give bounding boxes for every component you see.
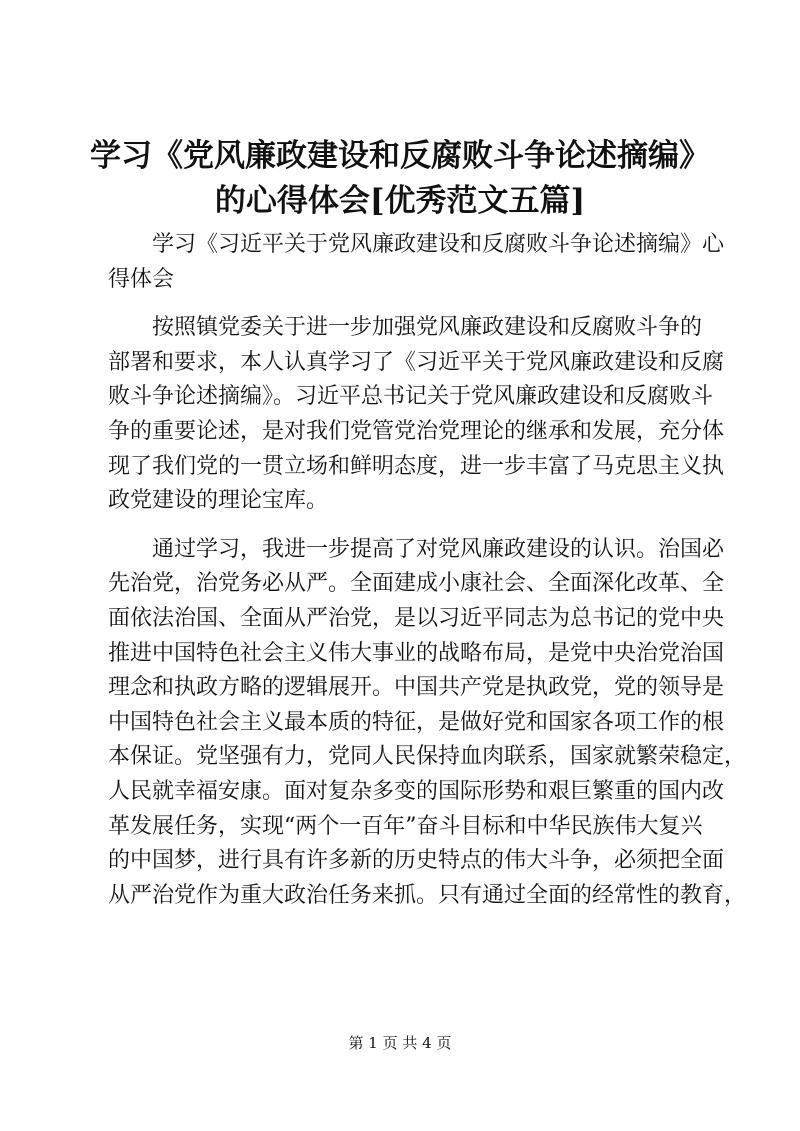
text-line: 得体会 xyxy=(108,266,175,292)
paragraph-understanding xyxy=(108,533,747,914)
text-line: 按照镇党委关于进一步加强党风廉政建设和反腐败斗争的 xyxy=(152,315,703,341)
text-line: 中国特色社会主义最本质的特征，是做好党和国家各项工作的根 xyxy=(108,709,725,735)
text-line: 的中国梦，进行具有许多新的历史特点的伟大斗争，必须把全面 xyxy=(108,848,725,874)
title-line: 的心得体会[优秀范文五篇] xyxy=(214,183,586,219)
text-line: 学习《习近平关于党风廉政建设和反腐败斗争论述摘编》心 xyxy=(152,232,725,257)
text-line: 先治党，治党务必从严。全面建成小康社会、全面深化改革、全 xyxy=(108,571,725,597)
text-line: 政党建设的理论宝库。 xyxy=(108,488,329,514)
text-line: 部署和要求，本人认真学习了《习近平关于党风廉政建设和反腐 xyxy=(108,349,725,375)
text-line: 革发展任务，实现“两个一百年”奋斗目标和中华民族伟大复兴 xyxy=(108,813,703,839)
text-line: 推进中国特色社会主义伟大事业的战略布局，是党中央治党治国 xyxy=(108,640,725,666)
document-body xyxy=(108,228,747,927)
title-line: 学习《党风廉政建设和反腐败斗争论述摘编》 xyxy=(90,138,710,174)
text-line: 争的重要论述，是对我们党管党治党理论的继承和发展，充分体 xyxy=(108,418,725,444)
text-line: 通过学习，我进一步提高了对党风廉政建设的认识。治国必 xyxy=(152,536,725,562)
paragraph-study xyxy=(108,311,725,519)
text-line: 人民就幸福安康。面对复杂多变的国际形势和艰巨繁重的国内改 xyxy=(108,778,725,804)
text-line: 从严治党作为重大政治任务来抓。只有通过全面的经常性的教育， xyxy=(108,882,747,908)
document-title xyxy=(60,134,740,224)
text-line: 本保证。党坚强有力，党同人民保持血肉联系，国家就繁荣稳定， xyxy=(108,744,747,770)
text-line: 现了我们党的一贯立场和鲜明态度，进一步丰富了马克思主义执 xyxy=(108,453,725,479)
page-footer: 第 1 页 共 4 页 xyxy=(348,1034,452,1052)
text-line: 败斗争论述摘编》。习近平总书记关于党风廉政建设和反腐败斗 xyxy=(108,384,714,410)
paragraph-intro xyxy=(108,228,725,297)
text-line: 面依法治国、全面从严治党，是以习近平同志为总书记的党中央 xyxy=(108,605,725,631)
text-line: 理念和执政方略的逻辑展开。中国共产党是执政党，党的领导是 xyxy=(108,675,725,701)
